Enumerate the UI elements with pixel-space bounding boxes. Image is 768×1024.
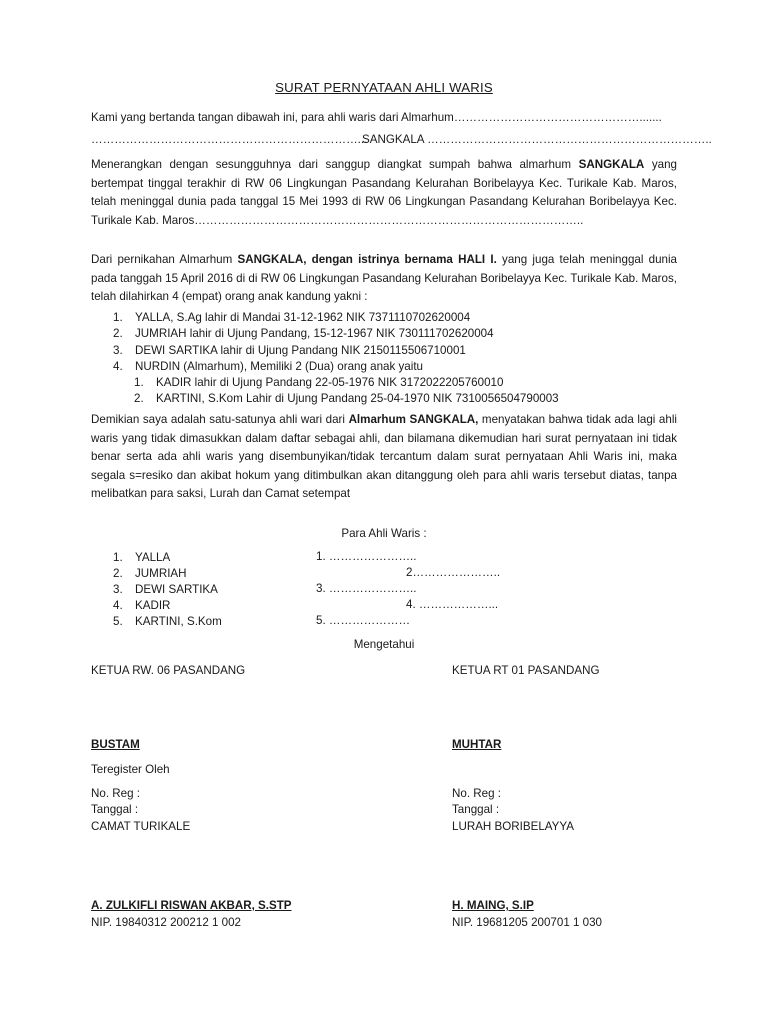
signature-line: 5. ………………… <box>316 614 411 627</box>
list-item: 1. KADIR lahir di Ujung Pandang 22-05-1976 NIK 3172022205760010 <box>134 376 504 390</box>
right-registration <box>452 786 574 835</box>
list-item: 2. KARTINI, S.Kom Lahir di Ujung Pandang 25-04-1970 NIK 7310056504790003 <box>134 392 559 406</box>
paragraph-declaration: Demikian saya adalah satu-satunya ahli wari dari Almarhum SANGKALA, menyatakan bahwa tidak ada lagi ahli waris yang tidak dimasukkan dalam daftar sebagai ahli, dan bilamana dikemudian hari surat pernyataan ini tidak benar serta ada ahli waris yang disembunyikan/tidak tercantum dalam surat pernyataan Ahli Waris ini, maka segala s=resiko dan akibat hokum yang ditimbulkan akan ditanggung oleh para ahli waris tersebut diatas, tanpa melibatkan para saksi, Lurah dan Camat setempat <box>91 413 677 501</box>
signers-list <box>113 550 222 630</box>
noreg-label: No. Reg : <box>91 787 140 800</box>
list-item: 1. YALLA, S.Ag lahir di Mandai 31-12-1962 NIK 7371110702620004 <box>113 311 471 324</box>
mengetahui-label: Mengetahui <box>353 638 415 651</box>
left-official-name: A. ZULKIFLI RISWAN AKBAR, S.STP <box>91 899 292 912</box>
list-item: 4. NURDIN (Almarhum), Memiliki 2 (Dua) orang anak yaitu <box>113 359 423 373</box>
signature-line: 1. ………………….. <box>316 550 417 563</box>
paragraph-marriage: Dari pernikahan Almarhum SANGKALA, dengan istrinya bernama HALI I. yang juga telah meninggal dunia pada tanggah 15 April 2016 di di RW 06 Lingkungan Pasandang Kelurahan Boribelayya Kec. Turikale Kab. Maros, telah dilahirkan 4 (empat) orang anak kandung yakni : <box>91 253 678 304</box>
list-item: 4. KADIR <box>113 599 171 612</box>
office-label: LURAH BORIBELAYYA <box>452 819 574 833</box>
left-official-nip: NIP. 19840312 200212 1 002 <box>91 916 241 929</box>
sub-list <box>113 375 559 408</box>
list-item: 2. JUMRIAH lahir di Ujung Pandang, 15-12-1967 NIK 730111702620004 <box>113 327 494 341</box>
signature-line: 2………………….. <box>406 566 501 579</box>
intro-line: Kami yang bertanda tangan dibawah ini, para ahli waris dari Almarhum…………………………………………....... <box>91 111 662 124</box>
list-item: 1. YALLA <box>113 551 171 564</box>
left-signer-name: BUSTAM <box>91 738 140 751</box>
tanggal-label: Tanggal : <box>91 803 139 817</box>
list-item: 5. KARTINI, S.Kom <box>113 615 222 628</box>
signature-line: 4. ………………... <box>406 598 499 611</box>
signature-line: 3. ………………….. <box>316 582 417 595</box>
heirs-list <box>113 310 559 408</box>
tanggal-label: Tanggal : <box>452 803 500 817</box>
list-item: 3. DEWI SARTIKA <box>113 583 218 596</box>
office-label: CAMAT TURIKALE <box>91 819 191 833</box>
left-registration <box>91 786 190 835</box>
right-official-name: H. MAING, S.IP <box>452 899 534 912</box>
left-role: KETUA RW. 06 PASANDANG <box>91 664 246 677</box>
list-item: 3. DEWI SARTIKA lahir di Ujung Pandang NIK 2150115506710001 <box>113 343 466 357</box>
list-item: 2. JUMRIAH <box>113 567 187 580</box>
right-official-nip: NIP. 19681205 200701 1 030 <box>452 916 602 929</box>
right-signer-name: MUHTAR <box>452 738 502 751</box>
paragraph-statement: Menerangkan dengan sesungguhnya dari sanggup diangkat sumpah bahwa almarhum SANGKALA yang bertempat tinggal terakhir di RW 06 Lingkungan Pasandang Kelurahan Boribelayya Kec. Turikale Kab. Maros, telah meninggal dunia pada tanggal 15 Mei 1993 di RW 06 Lingkungan Pasandang Kelurahan Boribelayya Kec. Turikale Kab. Maros……………………………………………………………………………………….. <box>91 158 677 227</box>
document-title: SURAT PERNYATAAN AHLI WARIS <box>275 80 493 95</box>
deceased-name-line: SANGKALA ……………………………………………………………….. <box>362 133 712 146</box>
intro-dots: ……………………………………………………………... <box>91 133 368 146</box>
registered-label: Teregister Oleh <box>91 763 170 776</box>
signers-heading: Para Ahli Waris : <box>341 527 427 540</box>
right-role: KETUA RT 01 PASANDANG <box>452 664 600 677</box>
noreg-label: No. Reg : <box>452 787 501 800</box>
